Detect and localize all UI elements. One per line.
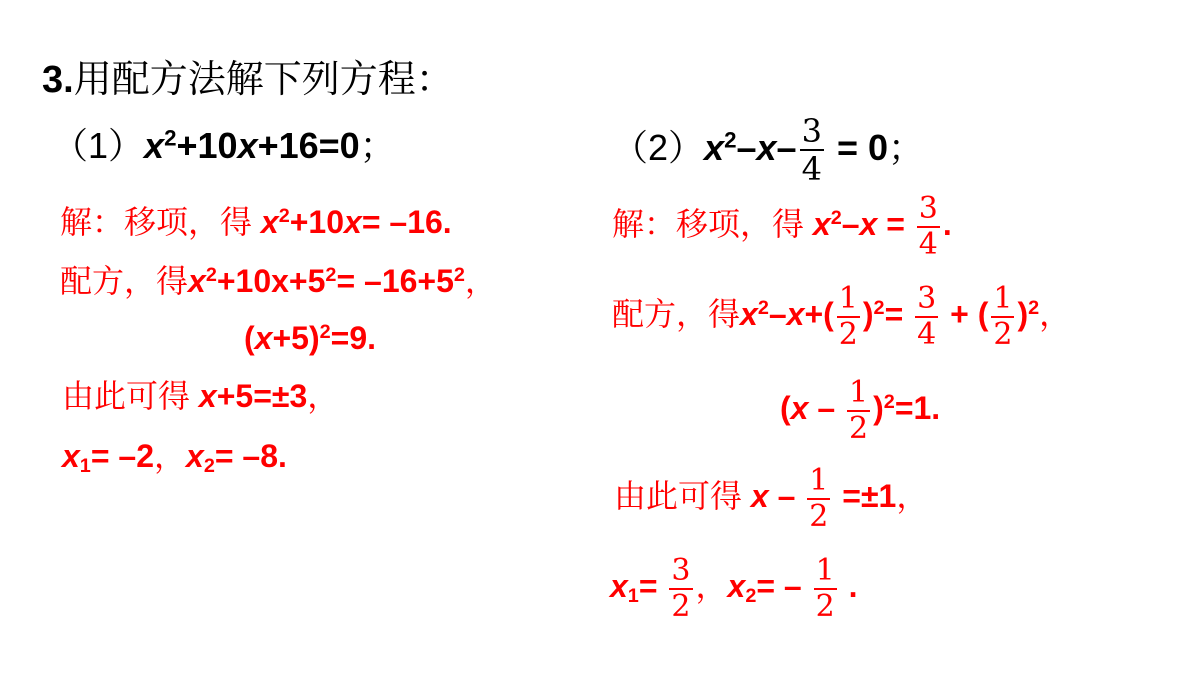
var-x: x [237,125,258,166]
step-text: 由此可得 [614,478,751,514]
term: + ( [941,296,989,332]
term: +( [804,296,834,332]
solution-1-step-5 [62,436,287,476]
term: +5) [272,320,320,356]
step-text: 解：移项，得 [60,204,261,240]
equation-2 [612,104,924,192]
var-x: x [790,390,809,426]
punctuation: ， [464,263,497,299]
var-x: x [610,568,628,604]
solution-2-step-1 [612,186,952,262]
solution-2-step-4 [614,458,928,534]
term: = –8. [214,438,287,474]
var-x: x [812,206,831,242]
term: = [884,296,913,332]
punctuation: ， [1039,296,1072,332]
punctuation: . [839,568,858,604]
punctuation: ， [307,378,340,414]
subscript: 2 [203,454,215,477]
solution-1-step-2 [60,261,497,301]
fraction: $\frac{3}{4}$ [801,112,822,189]
exponent: 2 [319,321,331,344]
term: +5=±3 [216,378,308,414]
var-x: x [254,320,273,356]
exponent: 2 [873,297,885,320]
var-x: x [859,206,878,242]
term: +16=0 [257,125,360,166]
exponent: 2 [724,127,737,153]
exponent: 2 [830,207,842,230]
fraction: $\frac{3}{4}$ [918,190,938,262]
term: =±1 [833,478,897,514]
equation-2-label: （2） [612,127,705,168]
var-x: x [756,127,777,168]
term: = [877,206,914,242]
term: = [638,568,667,604]
solution-1-step-4 [62,376,339,416]
var-x: x [62,438,80,474]
var-x: x [750,478,769,514]
solution-1-step-1 [60,202,452,242]
solution-1-step-3 [244,318,376,358]
fraction: $\frac{1}{2}$ [993,280,1013,352]
var-x: x [260,204,279,240]
var-x: x [144,125,165,166]
punctuation: ； [888,127,925,168]
term: +10x+5 [216,263,326,299]
term: = – [756,568,811,604]
term: =1. [894,390,941,426]
step-text: 解：移项，得 [612,206,813,242]
var-x: x [786,296,805,332]
problem-instruction: 用配方法解下列方程： [73,59,454,101]
term: ) [862,296,874,332]
problem-number: 3. [42,59,74,101]
punctuation: ； [359,125,396,166]
punctuation: . [942,206,952,242]
var-x: x [344,204,362,240]
var-x: x [727,568,746,604]
subscript: 1 [627,584,639,607]
fraction: $\frac{1}{2}$ [815,552,835,624]
step-text: 配方，得 [60,263,189,299]
fraction: $\frac{3}{2}$ [671,552,691,624]
var-x: x [188,263,206,299]
step-text: 由此可得 [62,378,199,414]
subscript: 1 [79,454,91,477]
var-x: x [704,127,725,168]
term: ) [1017,296,1029,332]
equation-1-label: （1） [52,125,145,166]
term: – [776,127,797,168]
exponent: 2 [205,264,217,287]
punctuation: ， [896,478,929,514]
var-x: x [198,378,217,414]
term: ) [873,390,884,426]
fraction: $\frac{1}{2}$ [838,280,858,352]
fraction: $\frac{3}{4}$ [917,280,937,352]
term: – [808,390,845,426]
var-x: x [186,438,204,474]
term: – [841,206,860,242]
term: = –2 [90,438,154,474]
exponent: 2 [453,264,465,287]
punctuation: ， [154,438,187,474]
solution-2-step-3 [780,370,940,446]
punctuation: ， [695,568,728,604]
exponent: 2 [164,125,177,151]
term: – [768,478,805,514]
term: = –16. [361,204,452,240]
var-x: x [740,296,758,332]
term: +10 [176,125,238,166]
term: – [736,127,757,168]
fraction: $\frac{1}{2}$ [849,374,869,446]
term: ( [780,390,791,426]
step-text: 配方，得 [612,296,741,332]
problem-title [42,58,454,102]
term: – [768,296,787,332]
fraction: $\frac{1}{2}$ [809,462,829,534]
term: =9. [330,320,376,356]
solution-2-step-5 [610,548,857,624]
term: ( [244,320,255,356]
term: +10 [289,204,345,240]
exponent: 2 [757,297,769,320]
subscript: 2 [745,584,757,607]
exponent: 2 [883,391,895,414]
term: = –16+5 [336,263,454,299]
term: = 0 [826,127,888,168]
equation-1 [52,124,396,168]
solution-2-step-2 [612,276,1071,352]
exponent: 2 [325,264,337,287]
exponent: 2 [1028,297,1040,320]
exponent: 2 [278,205,290,228]
